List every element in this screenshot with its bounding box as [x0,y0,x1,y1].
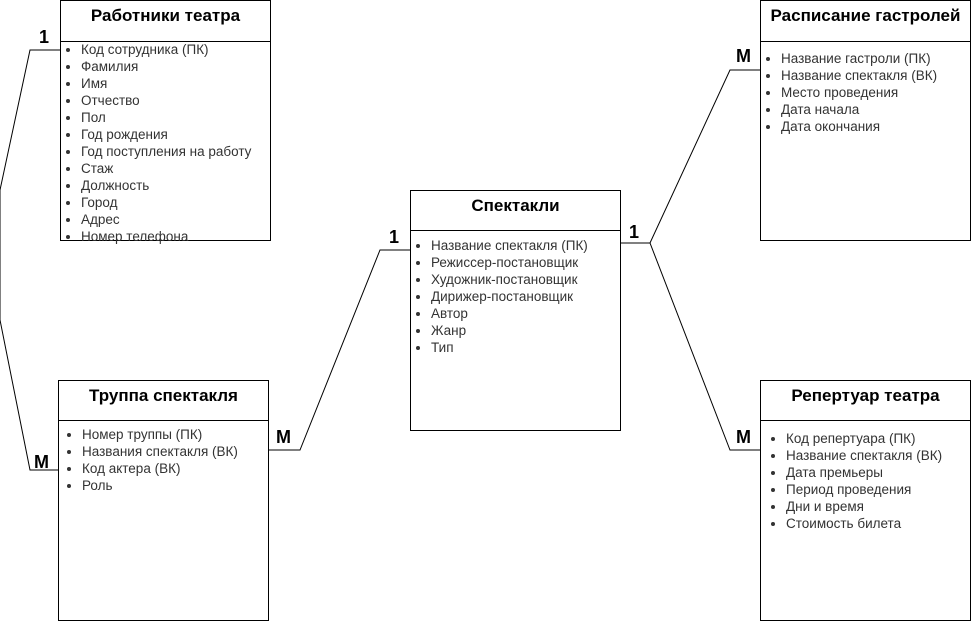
cardinality-repertoire-many: M [736,427,751,447]
entity-repertoire[interactable] [760,380,971,621]
attribute-item: • Фамилия [81,58,270,75]
attribute-item: • Дирижер-постановщик [431,288,620,305]
attribute-item: • Стоимость билета [786,515,970,532]
entity-title: Репертуар театра [761,381,970,421]
attribute-item: • Название спектакля (ПК) [431,237,620,254]
cardinality-tours-many: M [736,46,751,66]
attribute-item: • Автор [431,305,620,322]
link-plays-tours [620,70,760,243]
entity-troupe[interactable] [58,380,269,621]
attribute-item: • Год поступления на работу [81,143,270,160]
cardinality-workers-one: 1 [39,27,50,47]
cardinality-troupe-many-left: M [34,452,49,472]
attribute-item: • Жанр [431,322,620,339]
cardinality-plays-one-right: 1 [629,222,640,242]
link-troupe-plays [268,250,410,450]
entity-tours[interactable] [760,0,971,241]
attribute-item: • Код сотрудника (ПК) [81,41,270,58]
attribute-item: • Дни и время [786,498,970,515]
attribute-item: • Режиссер-постановщик [431,254,620,271]
attribute-item: • Название гастроли (ПК) [781,50,970,67]
attribute-item: • Должность [81,177,270,194]
entity-title: Труппа спектакля [59,381,268,421]
attribute-item: • Пол [81,109,270,126]
attribute-list [59,426,268,494]
attribute-item: • Имя [81,75,270,92]
attribute-item: • Код репертуара (ПК) [786,430,970,447]
attribute-item: • Дата премьеры [786,464,970,481]
attribute-item: • Дата начала [781,101,970,118]
cardinality-troupe-many-right: M [276,427,291,447]
attribute-item: • Отчество [81,92,270,109]
attribute-item: • Название спектакля (ВК) [781,67,970,84]
attribute-item: • Художник-постановщик [431,271,620,288]
cardinality-plays-one-left: 1 [389,227,400,247]
attribute-list [411,237,620,356]
attribute-item: • Период проведения [786,481,970,498]
attribute-item: • Адрес [81,211,270,228]
attribute-item: • Год рождения [81,126,270,143]
entity-title: Работники театра [61,1,270,42]
attribute-item: • Название спектакля (ВК) [786,447,970,464]
attribute-item: • Город [81,194,270,211]
attribute-item: • Номер труппы (ПК) [82,426,268,443]
entity-workers[interactable] [60,0,271,244]
attribute-list [61,41,270,245]
attribute-item: • Роль [82,477,268,494]
attribute-item: • Стаж [81,160,270,177]
attribute-item: • Названия спектакля (ВК) [82,443,268,460]
attribute-item: • Дата окончания [781,118,970,135]
attribute-item: • Номер телефона [81,228,270,245]
attribute-list [761,50,970,135]
entity-title: Спектакли [411,191,620,231]
entity-title: Расписание гастролей [761,1,970,42]
link-plays-repertoire [620,243,760,450]
attribute-list [761,430,970,532]
attribute-item: • Тип [431,339,620,356]
entity-plays[interactable] [410,190,621,431]
attribute-item: • Код актера (ВК) [82,460,268,477]
link-workers-troupe [0,50,60,470]
attribute-item: • Место проведения [781,84,970,101]
